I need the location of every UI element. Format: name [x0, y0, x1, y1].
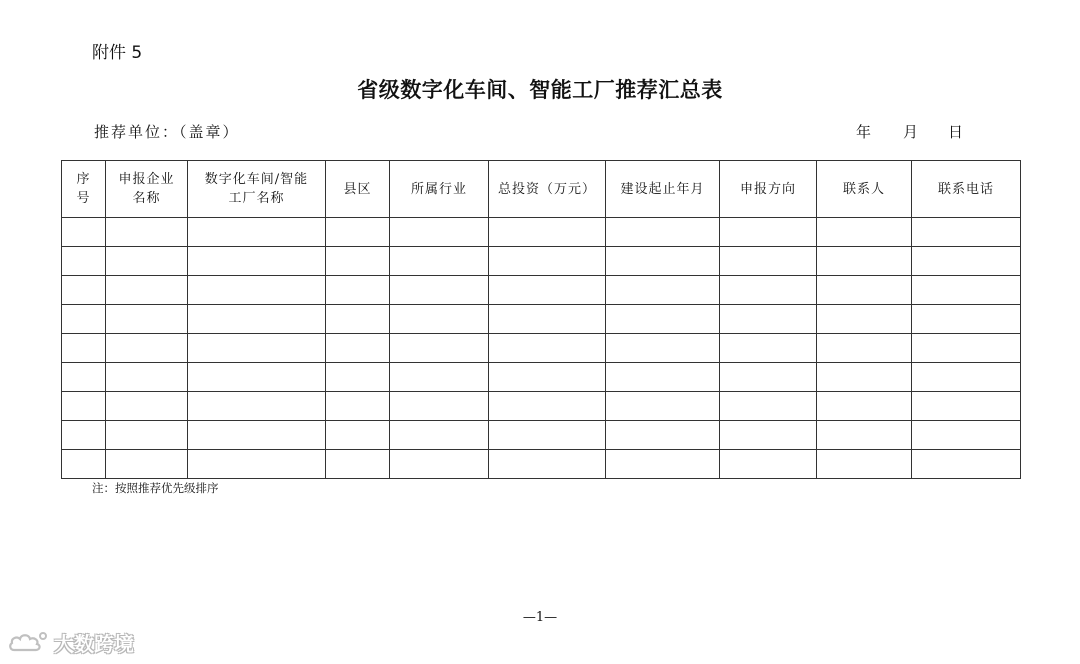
table-cell	[62, 334, 106, 363]
table-cell	[489, 363, 606, 392]
table-cell	[489, 276, 606, 305]
table-cell	[817, 450, 912, 479]
page-title: 省级数字化车间、智能工厂推荐汇总表	[357, 78, 723, 102]
table-cell	[489, 334, 606, 363]
header-industry: 所属行业	[390, 161, 489, 218]
table-cell	[817, 421, 912, 450]
attachment-label: 附件 5	[92, 43, 143, 63]
table-row	[62, 392, 1021, 421]
table-row	[62, 218, 1021, 247]
table-cell	[720, 392, 817, 421]
table-cell	[326, 363, 390, 392]
table-cell	[62, 392, 106, 421]
table-cell	[606, 363, 720, 392]
table-cell	[817, 363, 912, 392]
table-cell	[817, 305, 912, 334]
table-cell	[106, 305, 188, 334]
table-cell	[912, 276, 1021, 305]
table-cell	[912, 421, 1021, 450]
table-cell	[106, 363, 188, 392]
table-cell	[62, 247, 106, 276]
table-cell	[390, 218, 489, 247]
summary-table	[61, 160, 1021, 479]
cloud-logo-icon	[8, 630, 48, 656]
table-cell	[106, 247, 188, 276]
table-cell	[489, 392, 606, 421]
table-cell	[489, 218, 606, 247]
table-cell	[720, 421, 817, 450]
header-total-investment: 总投资（万元）	[489, 161, 606, 218]
table-cell	[106, 450, 188, 479]
table-note: 注：按照推荐优先级排序	[92, 481, 219, 495]
table-cell	[62, 276, 106, 305]
table-cell	[326, 305, 390, 334]
header-contact-person: 联系人	[817, 161, 912, 218]
table-body	[62, 218, 1021, 479]
header-workshop-name: 数字化车间/智能 工厂名称	[188, 161, 326, 218]
table-row	[62, 363, 1021, 392]
table-cell	[390, 276, 489, 305]
table-cell	[912, 392, 1021, 421]
table-row	[62, 305, 1021, 334]
table-cell	[390, 334, 489, 363]
table-cell	[390, 305, 489, 334]
table-cell	[106, 421, 188, 450]
table-cell	[720, 276, 817, 305]
table-cell	[326, 276, 390, 305]
table-cell	[817, 276, 912, 305]
table-cell	[606, 334, 720, 363]
header-company-name: 申报企业 名称	[106, 161, 188, 218]
table-cell	[188, 247, 326, 276]
table-cell	[912, 363, 1021, 392]
table-cell	[62, 363, 106, 392]
table-cell	[606, 305, 720, 334]
table-cell	[390, 247, 489, 276]
date-day: 日	[948, 123, 964, 141]
table-cell	[912, 218, 1021, 247]
table-row	[62, 276, 1021, 305]
table-cell	[606, 276, 720, 305]
date-line	[856, 121, 963, 142]
table-cell	[326, 334, 390, 363]
table-cell	[106, 276, 188, 305]
table-cell	[62, 218, 106, 247]
table-cell	[188, 334, 326, 363]
table-cell	[106, 218, 188, 247]
table-cell	[606, 218, 720, 247]
table-cell	[326, 450, 390, 479]
table-cell	[817, 247, 912, 276]
table-cell	[720, 218, 817, 247]
header-construction-period: 建设起止年月	[606, 161, 720, 218]
table-cell	[326, 421, 390, 450]
date-year: 年	[856, 123, 872, 141]
table-cell	[188, 218, 326, 247]
table-cell	[188, 421, 326, 450]
table-cell	[390, 421, 489, 450]
table-cell	[489, 247, 606, 276]
table-cell	[817, 392, 912, 421]
table-cell	[326, 247, 390, 276]
table-cell	[912, 305, 1021, 334]
table-cell	[720, 450, 817, 479]
header-contact-phone: 联系电话	[912, 161, 1021, 218]
header-county: 县区	[326, 161, 390, 218]
table-row	[62, 421, 1021, 450]
table-cell	[390, 363, 489, 392]
table-cell	[188, 305, 326, 334]
date-month: 月	[903, 123, 919, 141]
table-cell	[106, 334, 188, 363]
table-cell	[606, 392, 720, 421]
table-cell	[62, 450, 106, 479]
table-cell	[188, 450, 326, 479]
table-cell	[489, 305, 606, 334]
table-cell	[489, 450, 606, 479]
table-cell	[817, 334, 912, 363]
watermark	[8, 628, 134, 657]
table-cell	[720, 247, 817, 276]
watermark-text: 大数跨境	[54, 632, 134, 656]
table-cell	[326, 392, 390, 421]
header-application-direction: 申报方向	[720, 161, 817, 218]
table-cell	[326, 218, 390, 247]
table-row	[62, 450, 1021, 479]
table-cell	[606, 421, 720, 450]
table-cell	[188, 363, 326, 392]
table-cell	[188, 276, 326, 305]
header-serial: 序 号	[62, 161, 106, 218]
table-cell	[912, 247, 1021, 276]
table-cell	[912, 450, 1021, 479]
table-cell	[390, 392, 489, 421]
table-cell	[817, 218, 912, 247]
table-cell	[606, 450, 720, 479]
table-cell	[390, 450, 489, 479]
recommending-unit-label: 推荐单位：（盖章）	[94, 123, 240, 141]
table-cell	[62, 305, 106, 334]
table-cell	[720, 305, 817, 334]
table-cell	[106, 392, 188, 421]
table-header-row	[62, 161, 1021, 218]
table-cell	[188, 392, 326, 421]
table-cell	[720, 334, 817, 363]
table-cell	[62, 421, 106, 450]
table-cell	[912, 334, 1021, 363]
table-cell	[720, 363, 817, 392]
table-cell	[489, 421, 606, 450]
table-cell	[606, 247, 720, 276]
page-number: —1—	[522, 610, 558, 625]
table-row	[62, 334, 1021, 363]
table-row	[62, 247, 1021, 276]
